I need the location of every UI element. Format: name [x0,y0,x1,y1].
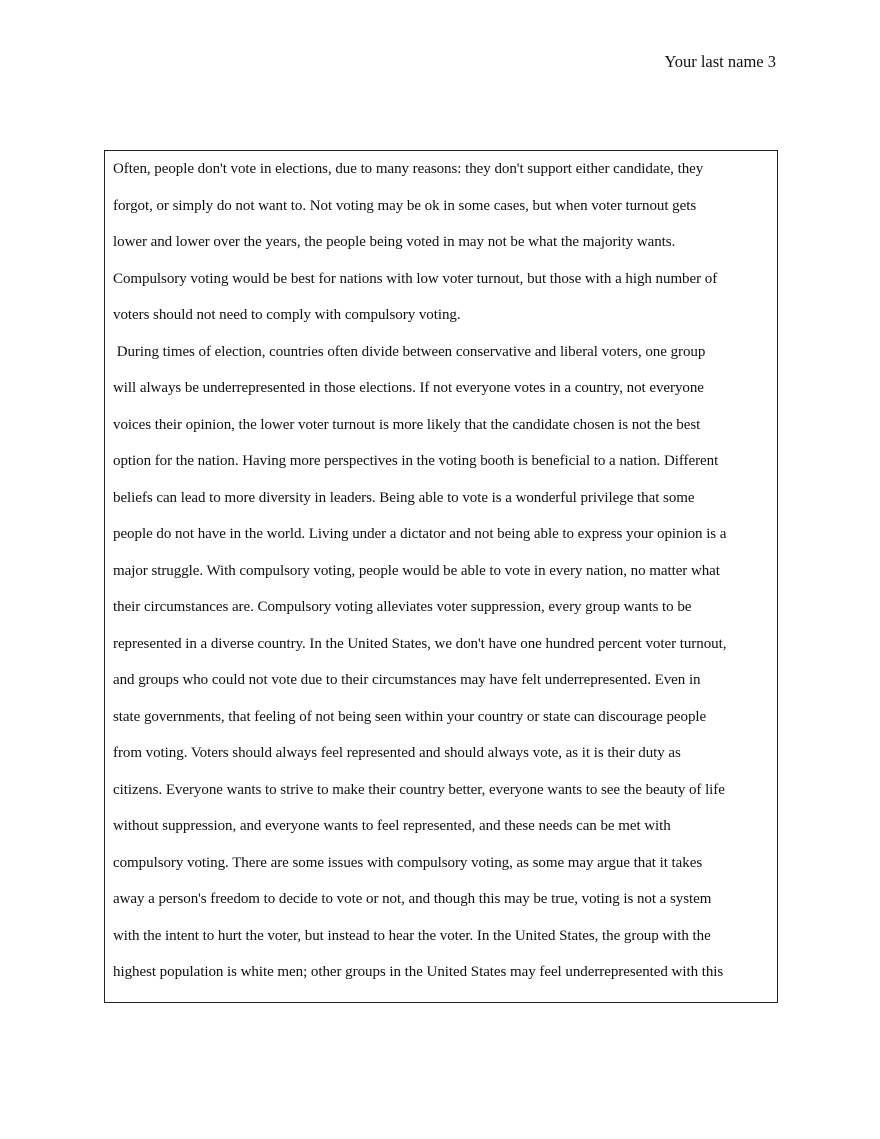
text-line: major struggle. With compulsory voting, people would be able to vote in every nation, no matter what [113,562,720,579]
text-line: lower and lower over the years, the people being voted in may not be what the majority wants. [113,234,676,250]
text-line: and groups who could not vote due to their circumstances may have felt underrepresented. Even in [113,672,701,688]
text-line: without suppression, and everyone wants to feel represented, and these needs can be met with [113,818,671,834]
text-line: option for the nation. Having more perspectives in the voting booth is beneficial to a nation. Different [113,453,719,469]
running-head: Your last name 3 [664,52,776,71]
text-line: forgot, or simply do not want to. Not voting may be ok in some cases, but when voter turnout gets [113,197,697,214]
text-line: beliefs can lead to more diversity in leaders. Being able to vote is a wonderful privilege that some [113,489,695,506]
text-line: Compulsory voting would be best for nations with low voter turnout, but those with a high number of [113,270,718,287]
text-line: Often, people don't vote in elections, due to many reasons: they don't support either candidate, they [113,161,704,177]
text-line: compulsory voting. There are some issues with compulsory voting, as some may argue that it takes [113,854,703,871]
text-line: state governments, that feeling of not being seen within your country or state can discourage people [113,708,707,725]
text-line: will always be underrepresented in those elections. If not everyone votes in a country, not everyone [113,380,704,396]
essay-text-box [104,150,778,1003]
text-line: their circumstances are. Compulsory voting alleviates voter suppression, every group wants to be [113,599,692,615]
text-line: voters should not need to comply with compulsory voting. [113,307,461,323]
text-line: people do not have in the world. Living under a dictator and not being able to express your opinion is a [113,526,727,542]
text-line: represented in a diverse country. In the United States, we don't have one hundred percent voter turnout, [113,635,727,652]
text-line: away a person's freedom to decide to vote or not, and though this may be true, voting is not a system [113,891,712,907]
text-line: During times of election, countries often divide between conservative and liberal voters, one group [113,343,706,360]
text-line: with the intent to hurt the voter, but instead to hear the voter. In the United States, the group with the [113,927,711,944]
text-line: from voting. Voters should always feel represented and should always vote, as it is their duty as [113,745,681,761]
text-line: highest population is white men; other groups in the United States may feel underrepresented with this [113,964,724,980]
text-line: citizens. Everyone wants to strive to make their country better, everyone wants to see the beauty of life [113,781,725,798]
essay-body [113,159,773,999]
text-line: voices their opinion, the lower voter turnout is more likely that the candidate chosen is not the best [113,416,701,433]
